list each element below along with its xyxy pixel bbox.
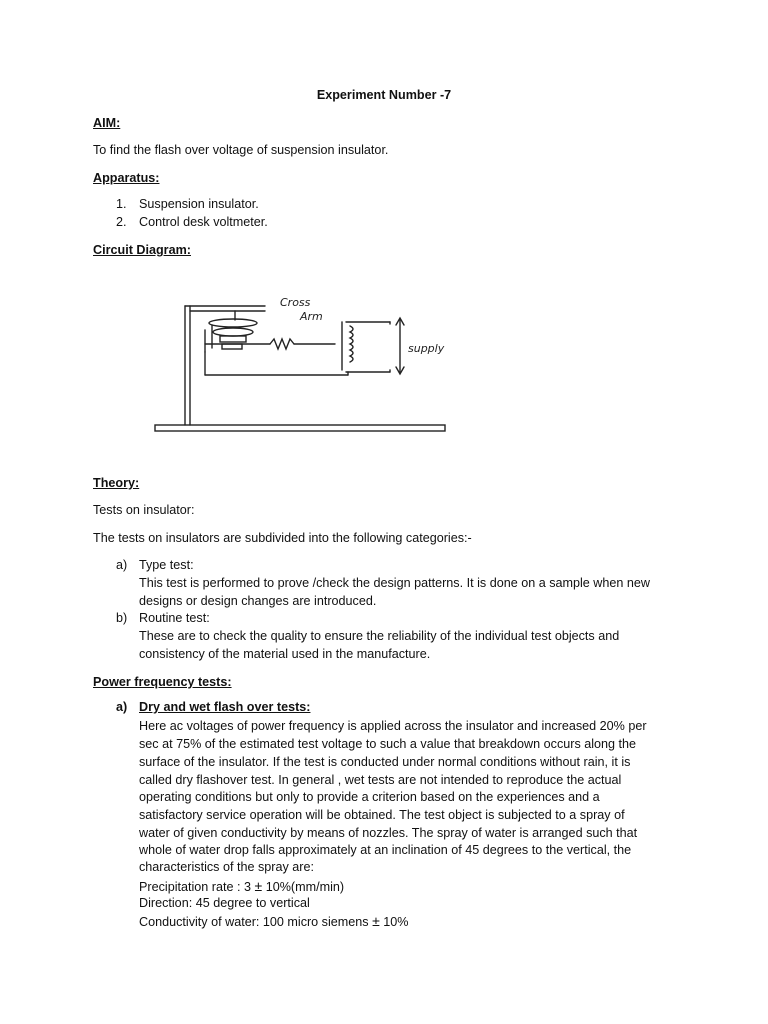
plus-minus-symbol: ± bbox=[372, 913, 380, 929]
dry-wet-title: Dry and wet flash over tests: bbox=[139, 700, 311, 714]
insulator-disc bbox=[209, 319, 257, 327]
precipitation-label: Precipitation rate : 3 bbox=[139, 880, 252, 894]
type-test-line: This test is performed to prove /check the design patterns. It is done on a sample when new bbox=[139, 576, 651, 590]
conductivity-label: Conductivity of water: 100 micro siemens bbox=[139, 915, 369, 929]
conductivity-tolerance: 10% bbox=[383, 915, 409, 929]
precipitation-rate bbox=[139, 878, 344, 894]
dry-wet-line: operating conditions but only to provide a criterion based on the experiences and a bbox=[139, 790, 600, 804]
direction: Direction: 45 degree to vertical bbox=[139, 896, 310, 910]
routine-test-line: consistency of the material used in the manufacture. bbox=[139, 647, 431, 661]
theory-heading: Theory: bbox=[93, 476, 140, 490]
routine-test-line: These are to check the quality to ensure the reliability of the individual test objects and bbox=[139, 629, 620, 643]
list-marker: a) bbox=[116, 700, 128, 714]
apparatus-item: Control desk voltmeter. bbox=[139, 215, 268, 229]
circuit-diagram bbox=[150, 280, 450, 465]
resistor bbox=[270, 339, 294, 349]
tests-on-insulator: Tests on insulator: bbox=[93, 503, 195, 517]
dry-wet-line: called dry flashover test. In general , wet tests are not intended to reproduce the actual bbox=[139, 773, 622, 787]
conductivity bbox=[139, 913, 408, 929]
aim-text: To find the flash over voltage of suspension insulator. bbox=[93, 143, 389, 157]
apparatus-item-number: 2. bbox=[116, 215, 127, 229]
plus-minus-symbol: ± bbox=[254, 878, 263, 894]
page-title: Experiment Number -7 bbox=[316, 88, 452, 102]
circuit-diagram-sketch bbox=[150, 280, 450, 465]
list-marker: a) bbox=[116, 558, 128, 572]
transformer-coil bbox=[350, 326, 353, 362]
precipitation-tolerance: 10%(mm/min) bbox=[265, 880, 345, 894]
list-marker: b) bbox=[116, 611, 128, 625]
dry-wet-line: surface of the insulator. If the test is conducted under normal conditions without rain, it is bbox=[139, 755, 631, 769]
supply-label: supply bbox=[408, 342, 445, 355]
insulator-disc bbox=[213, 328, 253, 336]
theory-intro: The tests on insulators are subdivided into the following categories:- bbox=[93, 531, 472, 545]
arm-label: Arm bbox=[300, 310, 323, 323]
type-test-line: designs or design changes are introduced. bbox=[139, 594, 377, 608]
routine-test-title: Routine test: bbox=[139, 611, 210, 625]
dry-wet-line: water of given conductivity by means of nozzles. The spray of water is arranged such that bbox=[139, 826, 638, 840]
apparatus-item-number: 1. bbox=[116, 197, 127, 211]
apparatus-heading: Apparatus: bbox=[93, 171, 160, 185]
apparatus-item: Suspension insulator. bbox=[139, 197, 259, 211]
aim-heading: AIM: bbox=[93, 116, 121, 130]
type-test-title: Type test: bbox=[139, 558, 194, 572]
dry-wet-line: whole of water drop falls approximately at an inclination of 45 degrees to the vertical, the bbox=[139, 843, 632, 857]
base-plate bbox=[155, 425, 445, 431]
dry-wet-line: satisfactory service operation will be obtained. The test object is subjected to a spray of bbox=[139, 808, 625, 822]
cross-label: Cross bbox=[280, 296, 311, 309]
circuit-heading: Circuit Diagram: bbox=[93, 243, 191, 257]
dry-wet-line: sec at 75% of the estimated test voltage to such a value that breakdown occurs along the bbox=[139, 737, 637, 751]
dry-wet-line: characteristics of the spray are: bbox=[139, 860, 314, 874]
dry-wet-line: Here ac voltages of power frequency is applied across the insulator and increased 20% per bbox=[139, 719, 647, 733]
power-frequency-heading: Power frequency tests: bbox=[93, 675, 232, 689]
